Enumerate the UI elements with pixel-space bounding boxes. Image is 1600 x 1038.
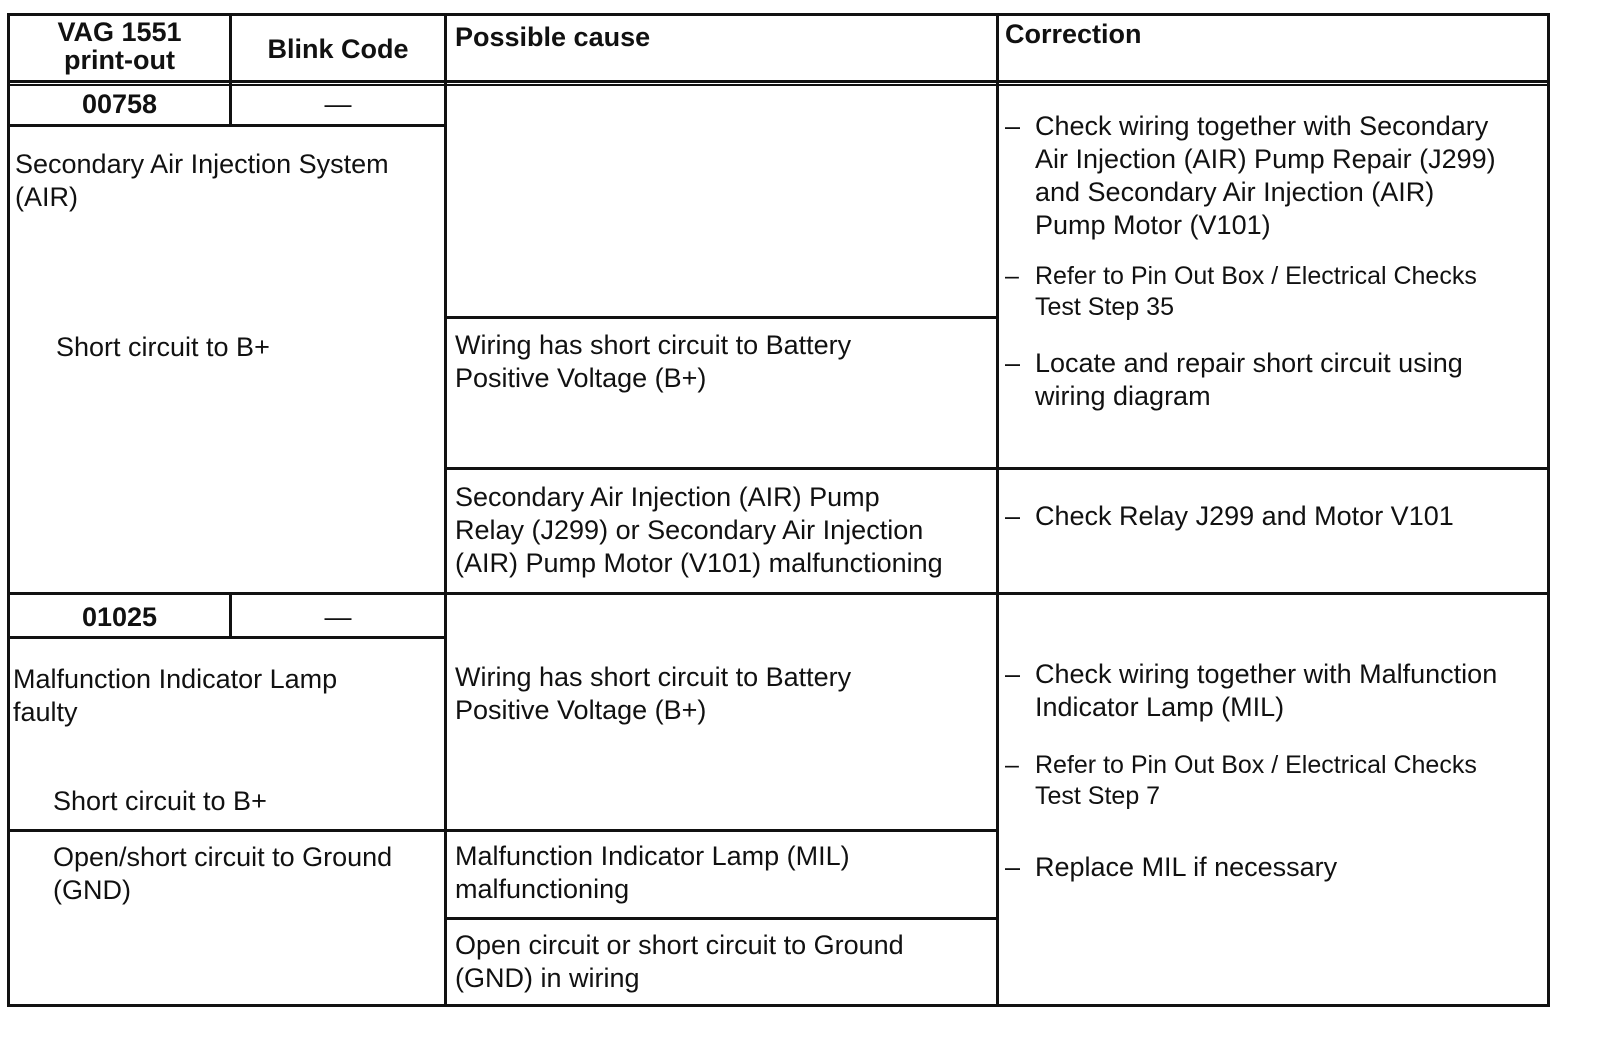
table-border-top xyxy=(7,13,1550,16)
possible-cause: Open circuit or short circuit to Ground (GND) in wiring xyxy=(455,930,904,993)
blink-code-00758: — xyxy=(324,89,352,119)
col-sep-cause xyxy=(444,13,447,1007)
header-rule-2 xyxy=(7,84,1550,86)
header-blink-code: Blink Code xyxy=(267,34,409,64)
header-rule xyxy=(7,80,1550,83)
possible-cause: Secondary Air Injection (AIR) Pump Relay (J299) or Secondary Air Injection (AIR) Pump Motor (V101) malfunctioning xyxy=(455,482,943,578)
possible-cause: Wiring has short circuit to Battery Positive Voltage (B+) xyxy=(455,662,852,725)
header-possible-cause: Possible cause xyxy=(455,22,651,52)
possible-cause: Malfunction Indicator Lamp (MIL) malfunctioning xyxy=(455,841,850,904)
fault-code-01025: 01025 xyxy=(81,602,158,632)
dash-bullet: – xyxy=(1005,852,1021,882)
group-rule xyxy=(7,592,1550,595)
dash-bullet: – xyxy=(1005,501,1021,531)
component-name: Malfunction Indicator Lamp faulty xyxy=(13,664,338,727)
fault-rule-2 xyxy=(7,829,999,832)
blink-code-01025: — xyxy=(324,602,352,632)
code-row-rule-1 xyxy=(7,124,447,127)
diagnostic-table: VAG 1551 print-out Blink Code Possible cause Correction 00758 — Secondary Air Injection System (AIR) Short circuit to B+ Wiring has short circuit to Battery Positive Voltage (B+) Secondary Air Injection (AIR) Pump Relay (J299) or Secondary Air Injection (AIR) Pump Motor (V101) malfunctioning – Check wiring together with Secondary Air Injection (AIR) Pump Repair (J299) and Secondary Air Injection (AIR) Pump Motor (V101) – Refer to Pin Out Box / Electrical Checks Test Step 35 – Locate and repair short circuit using wiring diagram – Check Relay J299 and Motor V101 01025 — Malfunction Indicator Lamp faulty Short circuit to B+ Open/short circuit to Ground (GND) Wiring has short circuit to Battery Positive Voltage (B+) Malfunction Indicator Lamp (MIL) malfunctioning Open circuit or short circuit to Ground (GND) in wiring – Check wiring together with Malfunction Indicator Lamp (MIL) – Refer to Pin Out Box / Electrical Checks Test Step 7 – Replace MIL if necessary xyxy=(0,0,1600,1038)
dash-bullet: – xyxy=(1005,659,1021,689)
dash-bullet: – xyxy=(1005,111,1021,141)
table-border-right xyxy=(1547,13,1550,1007)
fault-description: Open/short circuit to Ground (GND) xyxy=(53,842,393,905)
cause-rule-2b xyxy=(444,917,999,920)
code-row-rule-2 xyxy=(7,636,447,639)
dash-bullet: – xyxy=(1005,262,1019,290)
table-border-bottom xyxy=(7,1004,1550,1007)
dash-bullet: – xyxy=(1005,348,1021,378)
header-correction: Correction xyxy=(1005,19,1142,49)
dash-bullet: – xyxy=(1005,751,1019,779)
component-name: Secondary Air Injection System (AIR) xyxy=(15,149,389,212)
cause-rule-1a xyxy=(444,316,999,319)
fault-description: Short circuit to B+ xyxy=(53,786,267,816)
possible-cause: Wiring has short circuit to Battery Positive Voltage (B+) xyxy=(455,330,852,393)
fault-description: Short circuit to B+ xyxy=(56,332,270,362)
table-border-left xyxy=(7,13,10,1007)
col-sep-correction xyxy=(996,13,999,1007)
header-printout: VAG 1551 print-out xyxy=(57,17,182,75)
cause-rule-1b xyxy=(444,467,1550,470)
fault-code-00758: 00758 xyxy=(81,89,158,119)
